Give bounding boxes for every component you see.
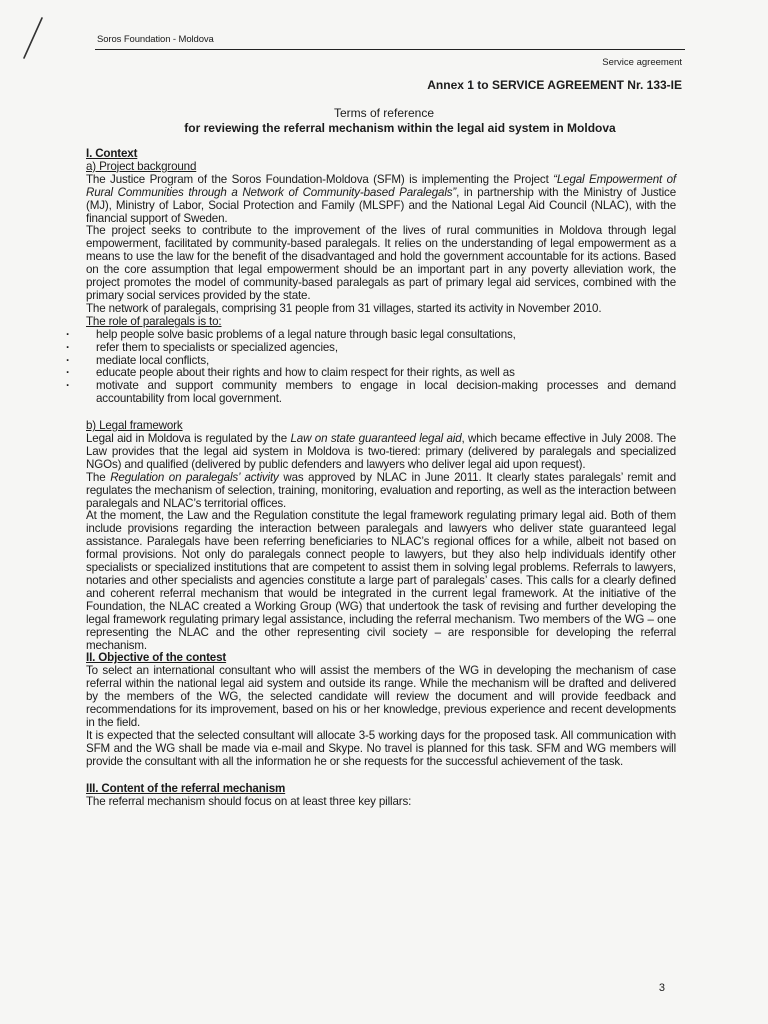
paragraph: The Regulation on paralegals’ activity was approved by NLAC in June 2011. It clearly states paralegals’ remit and regulates the mechanism of selection, training, monitoring, evaluation and reporting, as well as the interaction between paralegals and NLAC’s territorial offices. — [86, 470, 676, 510]
pen-mark-icon — [18, 14, 48, 64]
spacer — [86, 769, 676, 783]
paragraph: Legal aid in Moldova is regulated by the Law on state guaranteed legal aid, which became effective in July 2008. The Law provides that the legal aid system in Moldova is two-tiered: primary (delivered by paralegals and specialized NGOs) and qualified (delivered by public defenders and lawyers who deliver legal aid upon request). — [86, 432, 676, 471]
list-item: · refer them to specialists or specialized agencies, — [86, 342, 676, 355]
annex-title: Annex 1 to SERVICE AGREEMENT Nr. 133-IE — [427, 78, 682, 92]
document-title: Terms of reference — [333, 106, 435, 120]
section-heading-content: III. Content of the referral mechanism — [86, 781, 286, 795]
subsection-heading-legal-framework: b) Legal framework — [86, 419, 183, 433]
header-org: Soros Foundation - Moldova — [97, 34, 214, 45]
paragraph: The network of paralegals, comprising 31 people from 31 villages, started its activity in November 2010. — [86, 301, 602, 315]
paragraph: The project seeks to contribute to the improvement of the lives of rural communities in Moldova through legal empowerment, facilitated by community-based paralegals. It relies on the understanding of legal empowerment as a means to use the law for the benefit of the disadvantaged and hold the government accountable for its actions. Based on the core assumption that legal empowerment should be an important part in any poverty alleviation work, the project promotes the model of community-based paralegals as part of primary legal aid services, combined with the primary social services provided by the state. — [86, 224, 676, 302]
document-body — [86, 148, 676, 808]
paragraph: It is expected that the selected consultant will allocate 3-5 working days for the proposed task. All communication with SFM and the WG shall be made via e-mail and Skype. No travel is planned for this task. SFM and WG members will provide the consultant with all the information he or she requests for the successful achievement of the task. — [86, 728, 676, 768]
paragraph: At the moment, the Law and the Regulation constitute the legal framework regulating primary legal aid. Both of them include provisions regarding the interaction between paralegals and lawyers who deliver state guaranteed legal assistance. Paralegals have been referring beneficiaries to NLAC’s regional offices for a while, albeit not based on formal provisions. Not only do paralegals connect people to lawyers, but they also help individuals identify other specialists or specialized institutions that are competent to assist them in solving legal problems. Referrals to lawyers, notaries and other specialists and agencies constitute a large part of paralegals’ cases. This calls for a clearly defined and coherent referral mechanism that would be integrated in the current legal framework. At the initiative of the Foundation, the NLAC created a Working Group (WG) that undertook the task of revising and further developing the legal framework regulating primary legal assistance, including the referral mechanism. Two members of the WG – one representing the NLAC and the other representing civil society – are responsible for developing the referral mechanism. — [86, 509, 676, 652]
section-heading-context: I. Context — [86, 147, 138, 160]
paragraph: The Justice Program of the Soros Foundation-Moldova (SFM) is implementing the Project “Legal Empowerment of Rural Communities through a Network of Community-based Paralegals”, in partnership with the Ministry of Justice (MJ), Ministry of Labor, Social Protection and Family (MLSPF) and the National Legal Aid Council (NLAC), with the financial support of Sweden. — [86, 172, 676, 225]
list-item: · educate people about their rights and how to claim respect for their rights, as well as — [86, 367, 676, 380]
header-doc-type: Service agreement — [602, 57, 682, 68]
document-subtitle: for reviewing the referral mechanism within the legal aid system in Moldova — [184, 121, 616, 135]
list-item: · help people solve basic problems of a legal nature through basic legal consultations, — [86, 329, 676, 342]
list-item: · mediate local conflicts, — [86, 355, 676, 368]
section-heading-objective: II. Objective of the contest — [86, 651, 227, 665]
page-number: 3 — [658, 982, 665, 994]
roles-list — [86, 329, 676, 406]
list-item: · motivate and support community members to engage in local decision-making processes and demand accountability from local government. — [86, 380, 676, 406]
paragraph: The referral mechanism should focus on at least three key pillars: — [86, 794, 412, 808]
role-heading: The role of paralegals is to: — [86, 314, 222, 328]
subsection-heading-project-background: a) Project background — [86, 159, 197, 173]
spacer — [86, 406, 676, 420]
header-divider — [95, 49, 685, 50]
paragraph: To select an international consultant who will assist the members of the WG in developing the mechanism of case referral within the national legal aid system and outside its range. While the mechanism will be drafted and delivered by the members of the WG, the selected candidate will review the document and will provide feedback and recommendations for its improvement, based on his or her knowledge, previous experience and recent developments in the field. — [86, 664, 676, 729]
